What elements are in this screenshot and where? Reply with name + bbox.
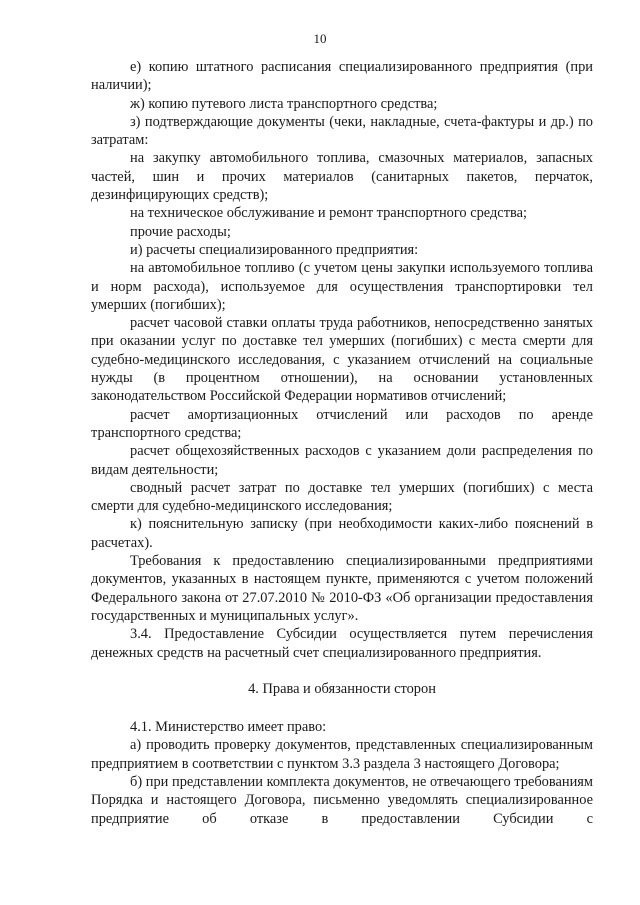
page-number: 10 [313,31,327,46]
paragraph-ministry-rights: 4.1. Министерство имеет право: [130,719,327,736]
paragraph-other-expenses: прочие расходы; [130,223,231,240]
paragraph-overhead: расчет общехозяйственных расходов с указанием доли распределения по видам деятельности; [91,443,593,478]
paragraph-fuel-purchase: на закупку автомобильного топлива, смазочных материалов, запасных частей, шин и прочих материалов (санитарных пакетов, перчаток, дезинфицирующих средств); [91,150,593,204]
paragraph-summary-calculation: сводный расчет затрат по доставке тел умерших (погибших) с места смерти для судебно-медицинского исследования; [91,479,593,515]
paragraph-subsidy-transfer: 3.4. Предоставление Субсидии осуществляется путем перечисления денежных средств на расчетный счет специализированного предприятия. [91,626,593,661]
paragraph-explanatory-note: к) пояснительную записку (при необходимости каких-либо пояснений в расчетах). [91,516,593,551]
paragraph-enterprise-calculations: и) расчеты специализированного предприятия: [130,241,419,258]
paragraph-document-check: а) проводить проверку документов, представленных специализированным предприятием в соответствии с пунктом 3.3 раздела 3 настоящего Договора; [91,737,593,772]
paragraph-depreciation: расчет амортизационных отчислений или расходов по аренде транспортного средства; [91,406,593,441]
section-heading: 4. Права и обязанности сторон [248,680,436,697]
paragraph-supporting-documents: з) подтверждающие документы (чеки, накладные, счета-фактуры и др.) по затратам: [91,113,593,149]
paragraph-requirements: Требования к предоставлению специализированными предприятиями документов, указанных в настоящем пункте, применяются с учетом положений Федерального закона от 27.07.2010 № 2010-ФЗ «Об организации предоставления государственных и муниципальных услуг». [91,553,593,624]
paragraph-maintenance: на техническое обслуживание и ремонт транспортного средства; [130,205,527,222]
paragraph-fuel-calculation: на автомобильное топливо (с учетом цены закупки используемого топлива и норм расхода), используемое для осуществления транспортировки тел умерших (погибших); [91,260,593,313]
paragraph-waybill: ж) копию путевого листа транспортного средства; [130,95,438,112]
paragraph-refusal-notice: б) при представлении комплекта документов, не отвечающего требованиям Порядка и настоящего Договора, письменно уведомлять специализированное предприятие об отказе в предоставлении Субсидии с [91,773,593,827]
paragraph-wage-rate: расчет часовой ставки оплаты труда работников, непосредственно занятых при оказании услуг по доставке тел умерших (погибших) с места смерти для судебно-медицинского исследования, с указанием отчислений на социальные нужды (в процентном отношении), на основании установленных законодательством Российской Федерации нормативов отчислений; [91,315,593,405]
paragraph-staff-schedule: е) копию штатного расписания специализированного предприятия (при наличии); [91,59,593,94]
document-body [91,58,593,828]
